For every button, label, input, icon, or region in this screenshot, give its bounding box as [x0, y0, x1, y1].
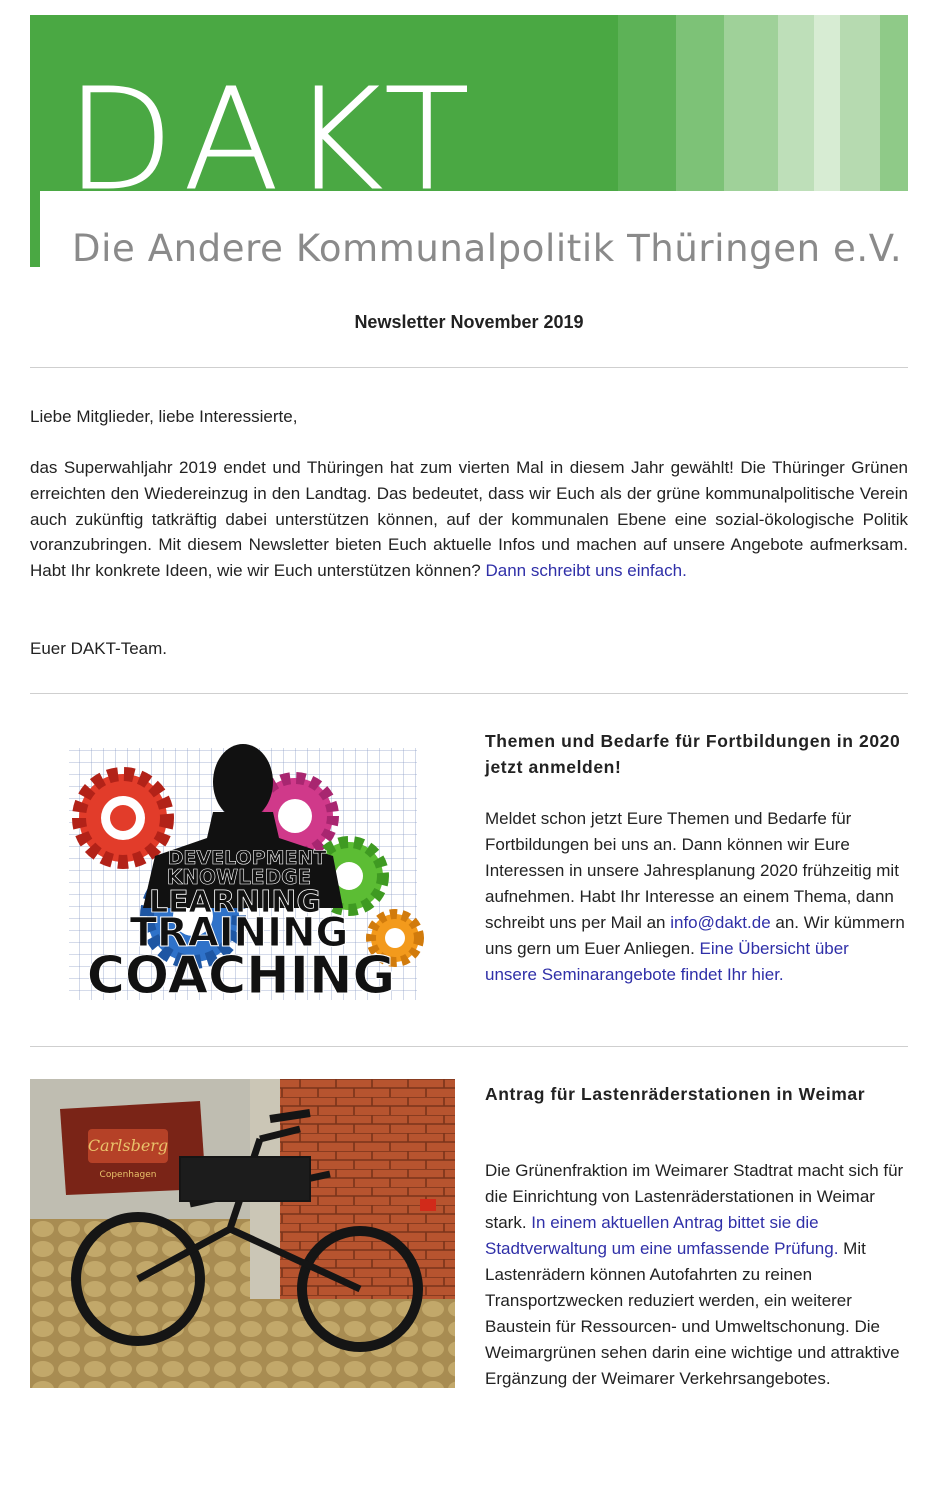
article-1-body: Meldet schon jetzt Eure Themen und Bedarfe für Fortbildungen bei uns an. Dann können wir Eure Interessen in unsere Jahresplanung 2020 frühzeitig mit aufnehmen. Habt Ihr Interesse an einem Thema, dann schreibt uns per Mail an info@dakt.de an. Wir kümmern uns gern um Euer Anliegen. Eine Übersicht über unsere Seminarangebote findet Ihr hier.: [485, 809, 905, 984]
dakt-logo: DAKT: [66, 59, 482, 222]
article-1-title: Themen und Bedarfe für Fortbildungen in 2020 jetzt anmelden!: [485, 731, 901, 777]
crate-sublabel: Copenhagen: [99, 1170, 157, 1180]
article-2-body: Die Grünenfraktion im Weimarer Stadtrat macht sich für die Einrichtung von Lastenräderstationen in Weimar stark. In einem aktuellen Antrag bittet sie die Stadtverwaltung um eine umfassende Prüfung. Mit Lastenrädern können Autofahrten zu reinen Transportzwecken reduziert werden, ein weiterer Baustein für Ressourcen- und Umweltschonung. Die Weimargrünen sehen darin eine wichtige und attraktive Ergänzung der Weimarer Verkehrsangebotes.: [485, 1161, 904, 1388]
image-word-development: DEVELOPMENT: [167, 847, 327, 869]
email-link[interactable]: info@dakt.de: [670, 913, 771, 932]
image-word-training: TRAINING: [129, 910, 349, 956]
crate-label: Carlsberg: [87, 1136, 169, 1155]
divider: [30, 693, 908, 694]
organization-subtitle: Die Andere Kommunalpolitik Thüringen e.V.: [72, 227, 903, 270]
contact-link[interactable]: Dann schreibt uns einfach.: [485, 561, 687, 581]
antrag-link[interactable]: In einem aktuellen Antrag bittet sie die Stadtverwaltung um eine umfassende Prüfung.: [485, 1213, 839, 1258]
seminar-overview-link[interactable]: Eine Übersicht über unsere Seminarangebote findet Ihr hier.: [485, 939, 849, 984]
rear-reflector: [420, 1199, 436, 1211]
banner-left-bar: [30, 15, 40, 267]
intro-text: [30, 455, 908, 584]
intro-paragraph: das Superwahljahr 2019 endet und Thüringen hat zum vierten Mal in diesem Jahr gewählt! Die Thüringer Grünen erreichten den Wiedereinzug in den Landtag. Das bedeutet, dass wir Euch als der grüne kommunalpolitische Verein auch zukünftig tatkräftig dabei unterstützen können, auf der kommunalen Ebene eine sozial-ökologische Politik voranzubringen. Mit diesem Newsletter bieten Euch aktuelle Infos und machen auf unsere Angebote aufmerksam. Habt Ihr konkrete Ideen, wie wir Euch unterstützen können?: [30, 458, 908, 581]
image-word-coaching: COACHING: [86, 946, 396, 1006]
article-2-title: Antrag für Lastenräderstationen in Weimar: [485, 1084, 866, 1104]
cargo-bike-image[interactable]: [30, 1079, 455, 1388]
newsletter-title: Newsletter November 2019: [354, 312, 584, 332]
intro-signoff: Euer DAKT-Team.: [30, 639, 167, 658]
image-word-knowledge: KNOWLEDGE: [166, 865, 312, 889]
red-gear-icon: [79, 774, 167, 862]
divider: [30, 367, 908, 368]
image-word-learning: LEARNING: [149, 885, 321, 920]
header-banner: [30, 15, 908, 270]
divider: [30, 1046, 908, 1047]
coaching-image[interactable]: [43, 738, 433, 1008]
intro-greeting: Liebe Mitglieder, liebe Interessierte,: [30, 407, 298, 426]
